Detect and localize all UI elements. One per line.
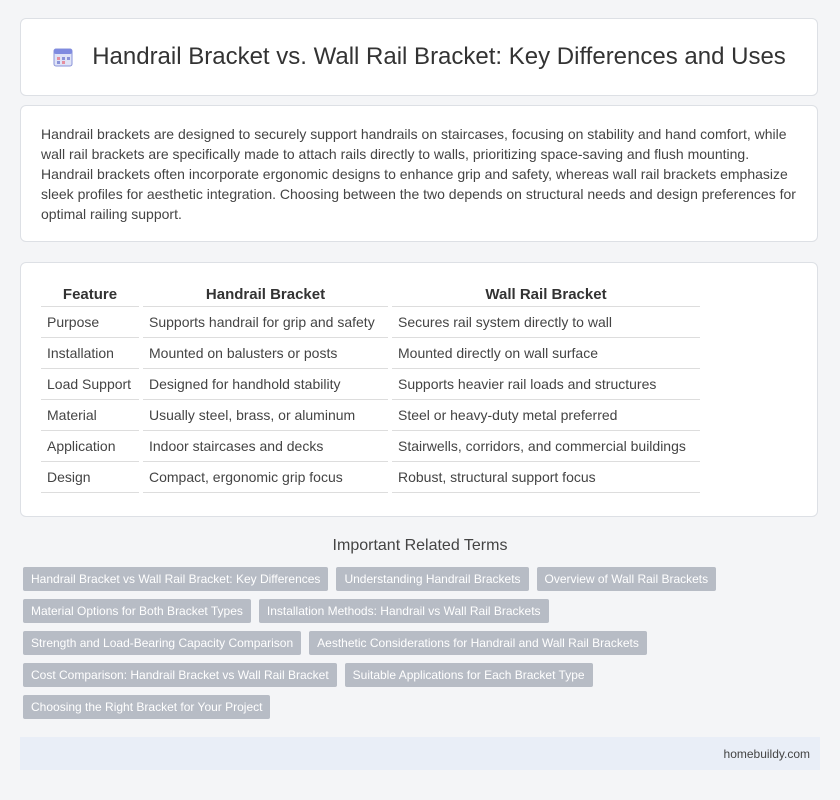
table-cell: Indoor staircases and decks bbox=[143, 431, 388, 462]
column-header: Handrail Bracket bbox=[143, 283, 388, 307]
related-term-tag[interactable]: Understanding Handrail Brackets bbox=[336, 567, 528, 591]
related-terms-tags bbox=[20, 567, 820, 719]
table-cell: Supports handrail for grip and safety bbox=[143, 307, 388, 338]
table-cell: Material bbox=[41, 400, 139, 431]
comparison-table bbox=[37, 283, 704, 493]
table-row bbox=[41, 369, 700, 400]
table-cell: Load Support bbox=[41, 369, 139, 400]
related-term-tag[interactable]: Installation Methods: Handrail vs Wall Rail Brackets bbox=[259, 599, 549, 623]
page-header bbox=[20, 18, 818, 96]
table-row bbox=[41, 431, 700, 462]
table-row bbox=[41, 338, 700, 369]
table-row bbox=[41, 307, 700, 338]
table-cell: Robust, structural support focus bbox=[392, 462, 700, 493]
table-cell: Application bbox=[41, 431, 139, 462]
related-term-tag[interactable]: Strength and Load-Bearing Capacity Comparison bbox=[23, 631, 301, 655]
table-cell: Installation bbox=[41, 338, 139, 369]
table-cell: Designed for handhold stability bbox=[143, 369, 388, 400]
table-cell: Mounted directly on wall surface bbox=[392, 338, 700, 369]
footer bbox=[20, 737, 820, 770]
related-term-tag[interactable]: Aesthetic Considerations for Handrail and Wall Rail Brackets bbox=[309, 631, 647, 655]
related-term-tag[interactable]: Overview of Wall Rail Brackets bbox=[537, 567, 717, 591]
column-header: Wall Rail Bracket bbox=[392, 283, 700, 307]
related-term-tag[interactable]: Cost Comparison: Handrail Bracket vs Wall Rail Bracket bbox=[23, 663, 337, 687]
table-cell: Secures rail system directly to wall bbox=[392, 307, 700, 338]
table-cell: Supports heavier rail loads and structures bbox=[392, 369, 700, 400]
table-cell: Stairwells, corridors, and commercial buildings bbox=[392, 431, 700, 462]
table-row bbox=[41, 400, 700, 431]
table-row bbox=[41, 462, 700, 493]
comparison-table-card bbox=[20, 262, 818, 517]
intro-card bbox=[20, 105, 818, 242]
column-header: Feature bbox=[41, 283, 139, 307]
table-cell: Steel or heavy-duty metal preferred bbox=[392, 400, 700, 431]
table-cell: Purpose bbox=[41, 307, 139, 338]
table-cell: Mounted on balusters or posts bbox=[143, 338, 388, 369]
related-term-tag[interactable]: Handrail Bracket vs Wall Rail Bracket: Key Differences bbox=[23, 567, 328, 591]
related-terms-title: Important Related Terms bbox=[332, 537, 508, 554]
table-cell: Usually steel, brass, or aluminum bbox=[143, 400, 388, 431]
table-cell: Compact, ergonomic grip focus bbox=[143, 462, 388, 493]
related-terms-section bbox=[20, 537, 820, 719]
related-term-tag[interactable]: Choosing the Right Bracket for Your Project bbox=[23, 695, 270, 719]
related-term-tag[interactable]: Suitable Applications for Each Bracket Type bbox=[345, 663, 593, 687]
intro-text: Handrail brackets are designed to securely support handrails on staircases, focusing on stability and hand comfort, while wall rail brackets are specifically made to attach rails directly to walls, prioritizing space-saving and flush mounting. Handrail brackets often incorporate ergonomic designs to enhance grip and safety, whereas wall rail brackets emphasize sleek profiles for aesthetic integration. Choosing between the two depends on structural needs and design preferences for optimal railing support. bbox=[41, 126, 796, 222]
table-header-row bbox=[41, 283, 700, 307]
page-title: Handrail Bracket vs. Wall Rail Bracket: Key Differences and Uses bbox=[92, 43, 786, 70]
footer-site[interactable]: homebuildy.com bbox=[723, 746, 810, 761]
calendar-icon bbox=[52, 46, 74, 68]
related-term-tag[interactable]: Material Options for Both Bracket Types bbox=[23, 599, 251, 623]
table-cell: Design bbox=[41, 462, 139, 493]
